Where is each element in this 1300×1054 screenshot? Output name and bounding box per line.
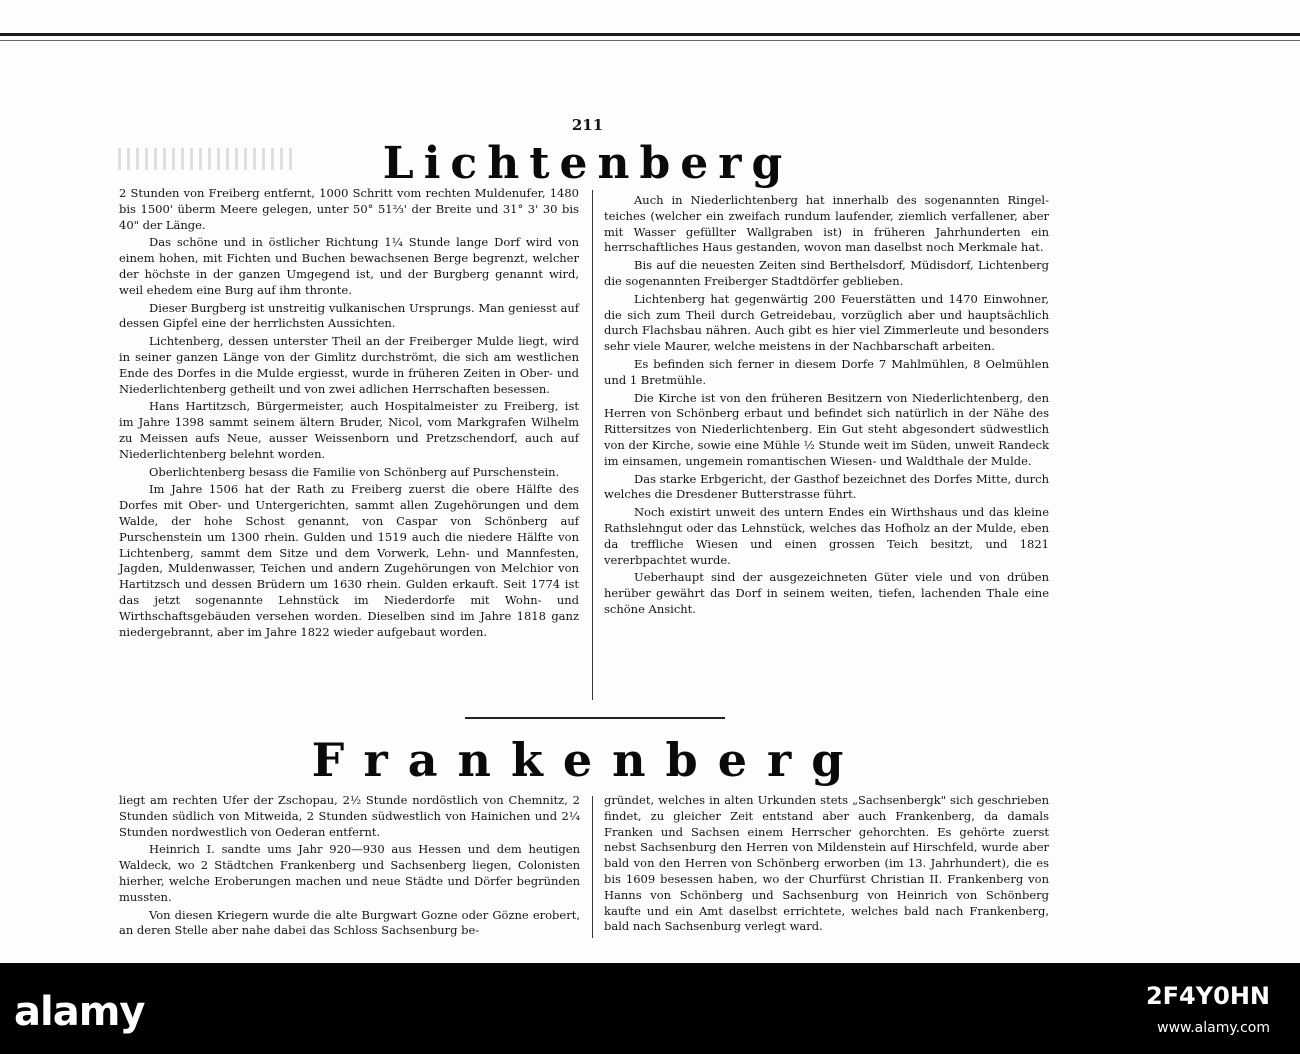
paragraph: Es befinden sich ferner in diesem Dorfe 7 Mahlmühlen, 8 Oelmühlen und 1 Bretmühle. bbox=[604, 356, 1049, 387]
frankenberg-right-column bbox=[604, 793, 1049, 937]
paragraph: Dieser Burgberg ist unstreitig vulkanischen Ursprungs. Man geniesst auf dessen Gipfel eine der herrlichsten Aussichten. bbox=[119, 300, 579, 331]
paragraph: Von diesen Kriegern wurde die alte Burgwart Gozne oder Gözne erobert, an deren Stelle aber nahe dabei das Schloss Sachsenburg be- bbox=[119, 907, 580, 938]
section-title-lichtenberg: Lichtenberg bbox=[382, 138, 793, 189]
paragraph: Auch in Niederlichtenberg hat innerhalb des sogenannten Ringelteiches (welcher ein zweifach rundum laufender, ziemlich verfallener, aber mit Wasser gefüllter Wallgraben ist) in früheren Jahrhunderten ein herrschaftliches Haus gestanden, wovon man daselbst noch Merkmale hat. bbox=[604, 193, 1049, 255]
paragraph: Die Kirche ist von den früheren Besitzern von Niederlichtenberg, den Herren von Schönberg erbaut und befindet sich natürlich in der Nähe des Rittersitzes von Niederlichtenberg. Ein Gut steht abgesondert südwestlich von der Kirche, sowie eine Mühle ½ Stunde weit im Süden, unweit Randeck im einsamen, ungemein romantischen Wiesen- und Waldthale der Mulde. bbox=[604, 390, 1049, 468]
alamy-logo: alamy bbox=[14, 989, 145, 1035]
paragraph: Oberlichtenberg besass die Familie von Schönberg auf Purschenstein. bbox=[149, 464, 560, 479]
lichtenberg-right-column bbox=[604, 193, 1049, 620]
paragraph: Ueberhaupt sind der ausgezeichneten Güter viele und von drüben herüber gewährt das Dorf in seinem weiten, tiefen, lachenden Thale eine schöne Ansicht. bbox=[604, 570, 1049, 616]
paragraph: Heinrich I. sandte ums Jahr 920—930 aus Hessen und dem heutigen Waldeck, wo 2 Städtchen Frankenberg und Sachsenberg liegen, Colonisten hierher, welche Eroberungen machen und neue Städte und Dörfer begründen mussten. bbox=[119, 842, 580, 904]
page-top-rule bbox=[0, 33, 1300, 36]
section-separator bbox=[465, 717, 725, 719]
paragraph: gründet, welches in alten Urkunden stets „Sachsenbergk" sich geschrieben findet, zu gleicher Zeit entstand aber auch Frankenberg, da damals Franken und Sachsen einem Herrscher gehorchten. Es gehörte zuerst nebst Sachsenburg den Herren von Mildenstein auf Hirschfeld, wurde aber bald von den Herren von Schönberg erworben (im 13. Jahrhundert), die es bis 1609 besessen haben, wo der Churfürst Christian II. Frankenberg von Hanns von Schönberg und Sachsenburg von Heinrich von Schönberg kaufte und ein Amt daselbst errichtete, welches bald nach Frankenberg, bald nach Sachsenburg verlegt ward. bbox=[604, 793, 1049, 934]
column-divider bbox=[592, 190, 593, 700]
paragraph: Noch existirt unweit des untern Endes ein Wirthshaus und das kleine Rathslehngut oder das Lehnstück, welches das Hofholz an der Mulde, eben da treffliche Wiesen und einen grossen Teich besitzt, und 1821 vererbpachtet wurde. bbox=[604, 505, 1049, 567]
paragraph: 2 Stunden von Freiberg entfernt, 1000 Schritt vom rechten Muldenufer, 1480 bis 1500' überm Meere gelegen, unter 50° 51⅔' der Breite und 31° 3' 30 bis 40" der Länge. bbox=[119, 186, 579, 232]
stock-code: 2F4Y0HN bbox=[1145, 982, 1270, 1010]
paragraph: Hans Hartitzsch, Bürgermeister, auch Hospitalmeister zu Freiberg, ist im Jahre 1398 sammt seinem ältern Bruder, Nicol, vom Markgrafen Wilhelm zu Meissen aufs Neue, ausser Weissenborn und Pretzschendorf, auch auf Niederlichtenberg belehnt worden. bbox=[119, 399, 579, 461]
paragraph: Im Jahre 1506 hat der Rath zu Freiberg zuerst die obere Hälfte des Dorfes mit Ober- und Untergerichten, sammt allen Zugehörungen und dem Walde, der hohe Schost genannt, von Caspar von Schönberg auf Purschenstein um 1300 rhein. Gulden und 1519 auch die niedere Hälfte von Lichtenberg, sammt dem Sitze und dem Vorwerk, Lehn- und Mannfesten, Jagden, Muldenwasser, Teichen und andern Zugehörungen von Melchior von Hartitzsch und dessen Brüdern um 1630 rhein. Gulden erkauft. Seit 1774 ist das jetzt sogenannte Lehnstück im Niederdorfe mit Wohn- und Wirthschaftsgebäuden versehen worden. Dieselben sind im Jahre 1818 ganz niedergebrannt, aber im Jahre 1822 wieder aufgebaut worden. bbox=[119, 482, 579, 639]
page-top-rule-thin bbox=[0, 40, 1300, 41]
paragraph: Das schöne und in östlicher Richtung 1¼ Stunde lange Dorf wird von einem hohen, mit Fichten und Buchen bewachsenen Berge begrenzt, welcher der höchste in der ganzen Umgegend ist, und der Burgberg genannt wird, weil ehedem eine Burg auf ihm thronte. bbox=[119, 235, 579, 297]
website-url: www.alamy.com bbox=[1157, 1020, 1270, 1036]
page-number: 211 bbox=[571, 116, 604, 134]
paragraph: Das starke Erbgericht, der Gasthof bezeichnet des Dorfes Mitte, durch welches die Dresdener Butterstrasse führt. bbox=[604, 471, 1049, 502]
column-divider bbox=[592, 796, 593, 938]
paragraph: Bis auf die neuesten Zeiten sind Berthelsdorf, Müdisdorf, Lichtenberg die sogenannten Freiberger Stadtdörfer geblieben. bbox=[604, 258, 1049, 288]
paragraph: Lichtenberg hat gegenwärtig 200 Feuerstätten und 1470 Einwohner, die sich zum Theil durch Getreidebau, vorzüglich aber und hauptsächlich durch Flachsbau nähren. Auch gibt es hier viel Zimmerleute und besonders sehr viele Maurer, welche meistens in der Nachbarschaft arbeiten. bbox=[604, 291, 1049, 354]
lichtenberg-left-column bbox=[119, 186, 579, 642]
paragraph: Lichtenberg, dessen unterster Theil an der Freiberger Mulde liegt, wird in seiner ganzen Länge von der Gimlitz durchströmt, die sich am westlichen Ende des Dorfes in die Mulde ergiesst, wurde in früheren Zeiten in Ober- und Niederlichtenberg getheilt und von zwei adlichen Herrschaften besessen. bbox=[119, 334, 579, 396]
watermark-footer-bar bbox=[0, 963, 1300, 1054]
section-title-frankenberg: Frankenberg bbox=[311, 733, 864, 787]
paragraph: liegt am rechten Ufer der Zschopau, 2½ Stunde nordöstlich von Chemnitz, 2 Stunden südlich von Mitweida, 2 Stunden südwestlich von Hainichen und 2¼ Stunden nordwestlich von Oederan entfernt. bbox=[119, 793, 580, 839]
frankenberg-left-column bbox=[119, 793, 580, 941]
